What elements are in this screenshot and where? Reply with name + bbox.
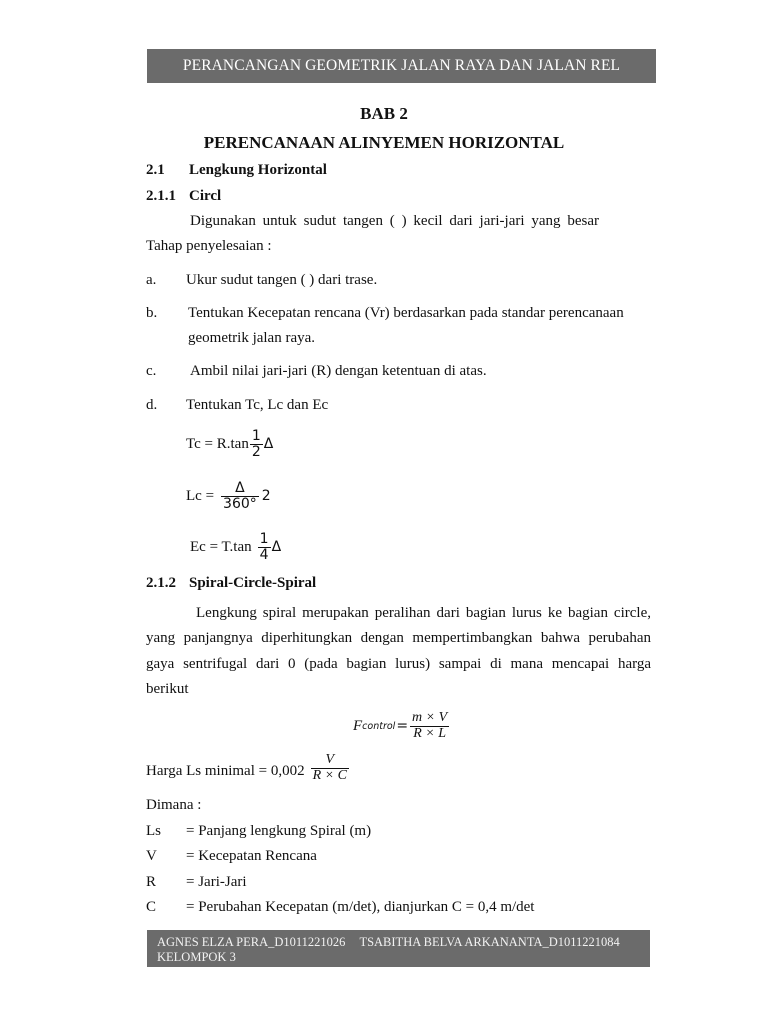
- steps-label: Tahap penyelesaian :: [146, 238, 272, 254]
- lc-denominator: 360°: [223, 495, 257, 512]
- step-c-letter: c.: [146, 363, 157, 379]
- f-symbol: F: [353, 717, 363, 734]
- tc-formula: [186, 429, 273, 459]
- def-ls-text: = Panjang lengkung Spiral (m): [186, 823, 372, 839]
- ec-denominator: 4: [259, 546, 269, 563]
- scs-paragraph-line-1: Lengkung spiral merupakan peralihan dari bagian lurus ke bagian circle,: [196, 605, 651, 621]
- tc-fraction: [250, 429, 263, 459]
- ec-delta: Δ: [271, 539, 282, 556]
- step-a-letter: a.: [146, 272, 157, 288]
- footer-author-1: AGNES ELZA PERA_D1011221026: [157, 935, 346, 949]
- step-a-text: Ukur sudut tangen ( ) dari trase.: [186, 272, 378, 288]
- section-2-1-2-title: Spiral-Circle-Spiral: [189, 575, 317, 591]
- def-c-text: = Perubahan Kecepatan (m/det), dianjurkan C = 0,4 m/det: [186, 899, 535, 915]
- lc-factor: 2: [261, 488, 271, 505]
- f-denominator: R × L: [413, 725, 446, 741]
- where-label: Dimana :: [146, 797, 202, 813]
- chapter-title: PERENCANAAN ALINYEMEN HORIZONTAL: [203, 133, 565, 152]
- def-c-symbol: C: [146, 899, 157, 915]
- lc-formula: [186, 481, 271, 511]
- step-d-letter: d.: [146, 397, 158, 413]
- step-b-text-cont: geometrik jalan raya.: [188, 330, 316, 346]
- footer-authors: [157, 935, 640, 950]
- section-2-1-title: Lengkung Horizontal: [189, 162, 327, 178]
- step-d-text: Tentukan Tc, Lc dan Ec: [186, 397, 329, 413]
- lc-lhs: Lc =: [186, 487, 215, 504]
- step-b-text: Tentukan Kecepatan rencana (Vr) berdasarkan pada standar perencanaan: [188, 305, 624, 321]
- lc-numerator: Δ: [221, 481, 259, 497]
- ec-formula: [190, 532, 281, 562]
- section-2-1-1-title: Circl: [189, 188, 222, 204]
- page-footer: [147, 930, 650, 967]
- ls-numerator: V: [311, 753, 349, 769]
- tc-lhs: Tc = R.tan: [186, 435, 249, 452]
- f-equals: =: [396, 718, 409, 735]
- def-v-text: = Kecepatan Rencana: [186, 848, 317, 864]
- ec-numerator: 1: [259, 531, 269, 547]
- scs-paragraph-line-3: gaya sentrifugal dari 0 (pada bagian lurus) sampai di mana mencapai harga: [146, 656, 651, 672]
- page-header: [147, 49, 656, 83]
- f-control-formula: [353, 711, 450, 741]
- f-subscript: control: [362, 720, 396, 732]
- def-ls-symbol: Ls: [146, 823, 161, 839]
- def-r-text: = Jari-Jari: [186, 874, 247, 890]
- scs-paragraph-line-4: berikut: [146, 681, 189, 697]
- footer-group: KELOMPOK 3: [157, 950, 236, 964]
- scs-paragraph-line-2: yang panjangnya diperhitungkan dengan mempertimbangkan bahwa perubahan: [146, 630, 651, 646]
- section-2-1-number: 2.1: [146, 162, 165, 178]
- ls-lhs: Harga Ls minimal = 0,002: [146, 762, 305, 779]
- ls-minimal-formula: [146, 753, 350, 783]
- step-c-text: Ambil nilai jari-jari (R) dengan ketentuan di atas.: [190, 363, 487, 379]
- tc-numerator: 1: [251, 428, 261, 444]
- footer-author-2: TSABITHA BELVA ARKANANTA_D1011221084: [359, 935, 620, 949]
- def-v-symbol: V: [146, 848, 157, 864]
- header-title: PERANCANGAN GEOMETRIK JALAN RAYA DAN JALAN REL: [182, 57, 621, 74]
- f-numerator: m × V: [412, 710, 448, 725]
- ec-fraction: [258, 532, 271, 562]
- circle-intro: Digunakan untuk sudut tangen ( ) kecil dari jari-jari yang besar: [190, 213, 599, 229]
- section-2-1-2-number: 2.1.2: [146, 575, 176, 591]
- def-r-symbol: R: [146, 874, 157, 890]
- f-fraction: [410, 711, 449, 741]
- ls-fraction: [311, 753, 349, 783]
- chapter-number: BAB 2: [360, 104, 408, 123]
- tc-denominator: 2: [251, 443, 261, 460]
- section-2-1-1-number: 2.1.1: [146, 188, 176, 204]
- tc-delta: Δ: [263, 436, 274, 453]
- ec-lhs: Ec = T.tan: [190, 538, 252, 555]
- lc-fraction: [221, 481, 259, 511]
- step-b-letter: b.: [146, 305, 158, 321]
- ls-denominator: R × C: [312, 767, 347, 783]
